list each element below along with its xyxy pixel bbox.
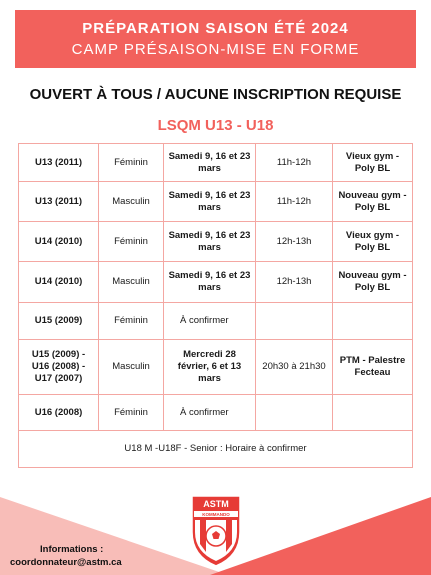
date-cell: Samedi 9, 16 et 23 mars [164,262,256,303]
contact-label: Informations : [40,544,104,555]
contact-info [10,543,150,569]
time-cell: 20h30 à 21h30 [256,340,333,395]
time-cell: 12h-13h [256,222,333,262]
gender-cell: Féminin [99,303,164,340]
gender-cell: Féminin [99,144,164,182]
gender-cell: Féminin [99,222,164,262]
gender-cell: Masculin [99,182,164,222]
gender-cell: Masculin [99,262,164,303]
group-cell: U14 (2010) [19,222,99,262]
date-cell: À confirmer [164,395,256,431]
logo-band-text: KOMMANDO [202,512,230,517]
place-cell: Nouveau gym - Poly BL [333,182,413,222]
group-cell: U15 (2009) [19,303,99,340]
group-cell: U13 (2011) [19,144,99,182]
contact-email[interactable]: coordonnateur@astm.ca [10,557,122,568]
gender-cell: Féminin [99,395,164,431]
date-cell: Samedi 9, 16 et 23 mars [164,222,256,262]
group-cell: U15 (2009) - U16 (2008) - U17 (2007) [19,340,99,395]
place-cell: Nouveau gym - Poly BL [333,262,413,303]
time-cell: 11h-12h [256,144,333,182]
astm-logo [190,494,242,568]
banner-subtitle: CAMP PRÉSAISON-MISE EN FORME [71,41,360,58]
time-cell: 12h-13h [256,262,333,303]
date-cell: Mercredi 28 février, 6 et 13 mars [164,340,256,395]
place-cell: Vieux gym - Poly BL [333,222,413,262]
banner-title: PRÉPARATION SAISON ÉTÉ 2024 [82,20,349,37]
group-cell: U13 (2011) [19,182,99,222]
date-cell: À confirmer [164,303,256,340]
logo-top-text: ASTM [203,499,229,509]
place-cell: Vieux gym - Poly BL [333,144,413,182]
accent-triangle [210,497,431,575]
group-cell: U16 (2008) [19,395,99,431]
league-heading: LSQM U13 - U18 [157,117,274,134]
place-cell: PTM - Palestre Fecteau [333,340,413,395]
date-cell: Samedi 9, 16 et 23 mars [164,182,256,222]
open-to-all-heading: OUVERT À TOUS / AUCUNE INSCRIPTION REQUISE [29,86,402,103]
senior-note-cell: U18 M -U18F - Senior : Horaire à confirmer [19,431,413,468]
group-cell: U14 (2010) [19,262,99,303]
gender-cell: Masculin [99,340,164,395]
time-cell: 11h-12h [256,182,333,222]
date-cell: Samedi 9, 16 et 23 mars [164,144,256,182]
